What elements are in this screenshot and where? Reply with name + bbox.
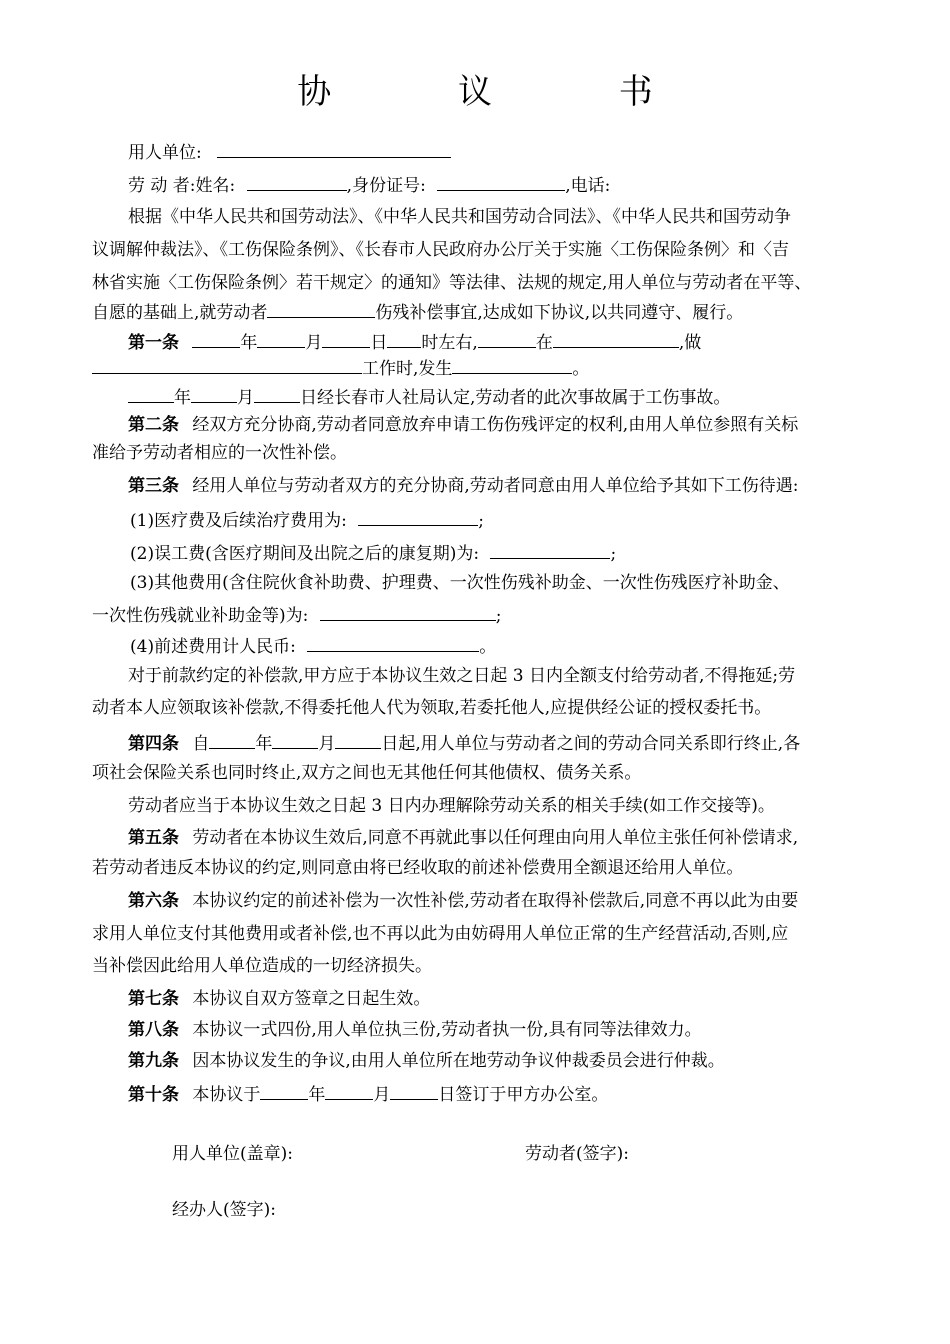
employer-label: 用人单位: bbox=[128, 143, 202, 163]
accident-day-blank[interactable] bbox=[322, 328, 370, 348]
id-label: ,身份证号: bbox=[346, 176, 426, 196]
article-9 bbox=[128, 1049, 898, 1074]
article-10-text: 本协议于 bbox=[192, 1085, 261, 1105]
article-10-label: 第十条 bbox=[128, 1085, 179, 1105]
accident-place-blank[interactable] bbox=[553, 328, 679, 348]
article-3-text: 经用人单位与劳动者双方的充分协商,劳动者同意由用人单位给予其如下工伤待遇: bbox=[192, 476, 799, 496]
accident-month-blank[interactable] bbox=[257, 328, 305, 348]
phone-label: ,电话: bbox=[565, 176, 611, 196]
article-1-line-1 bbox=[128, 328, 898, 356]
article-6-line-3: 当补偿因此给用人单位造成的一切经济损失。 bbox=[92, 956, 432, 976]
article-2-label: 第二条 bbox=[128, 415, 179, 435]
recognition-day-blank[interactable] bbox=[254, 383, 300, 403]
article-6-line-2: 求用人单位支付其他费用或者补偿,也不再以此为由妨碍用人单位正常的生产经营活动,否则,应 bbox=[92, 924, 789, 944]
accident-hour-blank[interactable] bbox=[387, 328, 421, 348]
preamble-line-3: 林省实施〈工伤保险条例〉若干规定〉的通知》等法律、法规的规定,用人单位与劳动者在平等、 bbox=[92, 273, 812, 293]
item-3-text: 一次性伤残就业补助金等)为: bbox=[92, 606, 309, 626]
recognition-text: 日经长春市人社局认定,劳动者的此次事故属于工伤事故。 bbox=[300, 388, 731, 408]
worker-signature-field[interactable]: 劳动者(签字): bbox=[525, 1144, 629, 1164]
semicolon: ; bbox=[495, 606, 502, 626]
article-5-label: 第五条 bbox=[128, 828, 179, 848]
article-1-line-3 bbox=[128, 383, 898, 411]
article-4-line-1 bbox=[128, 729, 898, 757]
employer-blank[interactable] bbox=[217, 138, 451, 158]
article-5-text: 劳动者在本协议生效后,同意不再就此事以任何理由向用人单位主张任何补偿请求, bbox=[192, 828, 799, 848]
article-8-text: 本协议一式四份,用人单位执三份,劳动者执一份,具有同等法律效力。 bbox=[192, 1020, 702, 1040]
other-fees-blank[interactable] bbox=[320, 601, 496, 621]
year-text-3: 年 bbox=[255, 734, 273, 754]
work-time-text: 工作时,发生 bbox=[362, 359, 453, 379]
article-1-line-2 bbox=[92, 354, 862, 382]
article-8-label: 第八条 bbox=[128, 1020, 179, 1040]
item-1-text: (1)医疗费及后续治疗费用为: bbox=[130, 511, 347, 531]
month-text-3: 月 bbox=[318, 734, 336, 754]
article-5-line-1 bbox=[128, 826, 898, 851]
recognition-month-blank[interactable] bbox=[191, 383, 237, 403]
year-text: 年 bbox=[240, 333, 258, 353]
payment-line-1: 对于前款约定的补偿款,甲方应于本协议生效之日起 3 日内全额支付给劳动者,不得拖延;劳 bbox=[128, 666, 796, 686]
medical-fee-blank[interactable] bbox=[358, 506, 478, 526]
work-content-blank[interactable] bbox=[92, 354, 362, 374]
article-10 bbox=[128, 1080, 898, 1108]
at-text: 在 bbox=[535, 333, 553, 353]
article-8 bbox=[128, 1018, 898, 1043]
signing-year-blank[interactable] bbox=[260, 1080, 308, 1100]
accident-year-blank[interactable] bbox=[192, 328, 240, 348]
month-text-2: 月 bbox=[237, 388, 254, 408]
termination-year-blank[interactable] bbox=[209, 729, 255, 749]
preamble-line-1: 根据《中华人民共和国劳动法》、《中华人民共和国劳动合同法》、《中华人民共和国劳动争 bbox=[128, 207, 791, 227]
employer-seal-field[interactable]: 用人单位(盖章): bbox=[172, 1144, 293, 1164]
preamble-text-b: 伤残补偿事宜,达成如下协议,以共同遵守、履行。 bbox=[375, 303, 744, 323]
semicolon: ; bbox=[478, 511, 484, 531]
article-1-label: 第一条 bbox=[128, 333, 179, 353]
item-4-text: (4)前述费用计人民币: bbox=[130, 637, 296, 657]
article-7 bbox=[128, 987, 898, 1012]
id-blank[interactable] bbox=[437, 171, 565, 191]
document-title: 协 议 书 bbox=[297, 72, 711, 112]
year-text-2: 年 bbox=[174, 388, 191, 408]
day-text: 日 bbox=[370, 333, 388, 353]
worker-name-label: 劳 动 者:姓名: bbox=[128, 176, 236, 196]
do-text: ,做 bbox=[678, 333, 702, 353]
worker-blank[interactable] bbox=[267, 298, 375, 318]
month-text-4: 月 bbox=[373, 1085, 391, 1105]
article-2-line-2: 准给予劳动者相应的一次性补偿。 bbox=[92, 443, 347, 463]
article-3-line-1 bbox=[128, 474, 898, 499]
article-5-line-2: 若劳动者违反本协议的约定,则同意由将已经收取的前述补偿费用全额退还给用人单位。 bbox=[92, 858, 744, 878]
article-10-tail: 日签订于甲方办公室。 bbox=[438, 1085, 609, 1105]
article-6-line-1 bbox=[128, 889, 898, 914]
signing-day-blank[interactable] bbox=[390, 1080, 438, 1100]
article-3-item-4 bbox=[130, 632, 900, 660]
accident-place-blank-a[interactable] bbox=[478, 328, 536, 348]
article-3-label: 第三条 bbox=[128, 476, 179, 496]
article-7-label: 第七条 bbox=[128, 989, 179, 1009]
article-7-text: 本协议自双方签章之日起生效。 bbox=[192, 989, 431, 1009]
article-6-text: 本协议约定的前述补偿为一次性补偿,劳动者在取得补偿款后,同意不再以此为由要 bbox=[192, 891, 799, 911]
preamble-line-4 bbox=[92, 298, 862, 326]
period-text: 。 bbox=[479, 637, 497, 657]
worker-line bbox=[128, 171, 898, 199]
article-6-label: 第六条 bbox=[128, 891, 179, 911]
month-text: 月 bbox=[305, 333, 323, 353]
preamble-text-a: 自愿的基础上,就劳动者 bbox=[92, 303, 268, 323]
handler-signature-field[interactable]: 经办人(签字): bbox=[172, 1200, 276, 1220]
from-text: 自 bbox=[192, 734, 210, 754]
worker-name-blank[interactable] bbox=[247, 171, 347, 191]
article-2-text: 经双方充分协商,劳动者同意放弃申请工伤伤残评定的权利,由用人单位参照有关标 bbox=[192, 415, 799, 435]
article-2-line-1 bbox=[128, 413, 898, 438]
accident-event-blank[interactable] bbox=[452, 354, 572, 374]
article-4-line-3: 劳动者应当于本协议生效之日起 3 日内办理解除劳动关系的相关手续(如工作交接等)。 bbox=[128, 796, 775, 816]
article-4-text: 日起,用人单位与劳动者之间的劳动合同关系即行终止,各 bbox=[381, 734, 801, 754]
article-4-label: 第四条 bbox=[128, 734, 179, 754]
hour-text: 时左右, bbox=[421, 333, 478, 353]
article-3-item-3a: (3)其他费用(含住院伙食补助费、护理费、一次性伤残补助金、一次性伤残医疗补助金、 bbox=[130, 573, 790, 593]
termination-month-blank[interactable] bbox=[272, 729, 318, 749]
article-3-item-3b bbox=[92, 601, 862, 629]
employer-line bbox=[128, 138, 898, 166]
payment-line-2: 动者本人应领取该补偿款,不得委托他人代为领取,若委托他人,应提供经公证的授权委托书。 bbox=[92, 698, 772, 718]
article-9-label: 第九条 bbox=[128, 1051, 179, 1071]
lost-wages-blank[interactable] bbox=[490, 539, 610, 559]
period-text: 。 bbox=[572, 359, 590, 379]
article-9-text: 因本协议发生的争议,由用人单位所在地劳动争议仲裁委员会进行仲裁。 bbox=[192, 1051, 725, 1071]
total-rmb-blank[interactable] bbox=[307, 632, 479, 652]
article-4-line-2: 项社会保险关系也同时终止,双方之间也无其他任何其他债权、债务关系。 bbox=[92, 763, 642, 783]
preamble-line-2: 议调解仲裁法》、《工伤保险条例》、《长春市人民政府办公厅关于实施〈工伤保险条例〉和〈吉 bbox=[92, 240, 789, 260]
signing-month-blank[interactable] bbox=[325, 1080, 373, 1100]
recognition-year-blank[interactable] bbox=[128, 383, 174, 403]
item-2-text: (2)误工费(含医疗期间及出院之后的康复期)为: bbox=[130, 544, 480, 564]
termination-day-blank[interactable] bbox=[335, 729, 381, 749]
article-3-item-2 bbox=[130, 539, 900, 567]
article-3-item-1 bbox=[130, 506, 900, 534]
year-text-4: 年 bbox=[308, 1085, 326, 1105]
semicolon: ; bbox=[610, 544, 617, 564]
